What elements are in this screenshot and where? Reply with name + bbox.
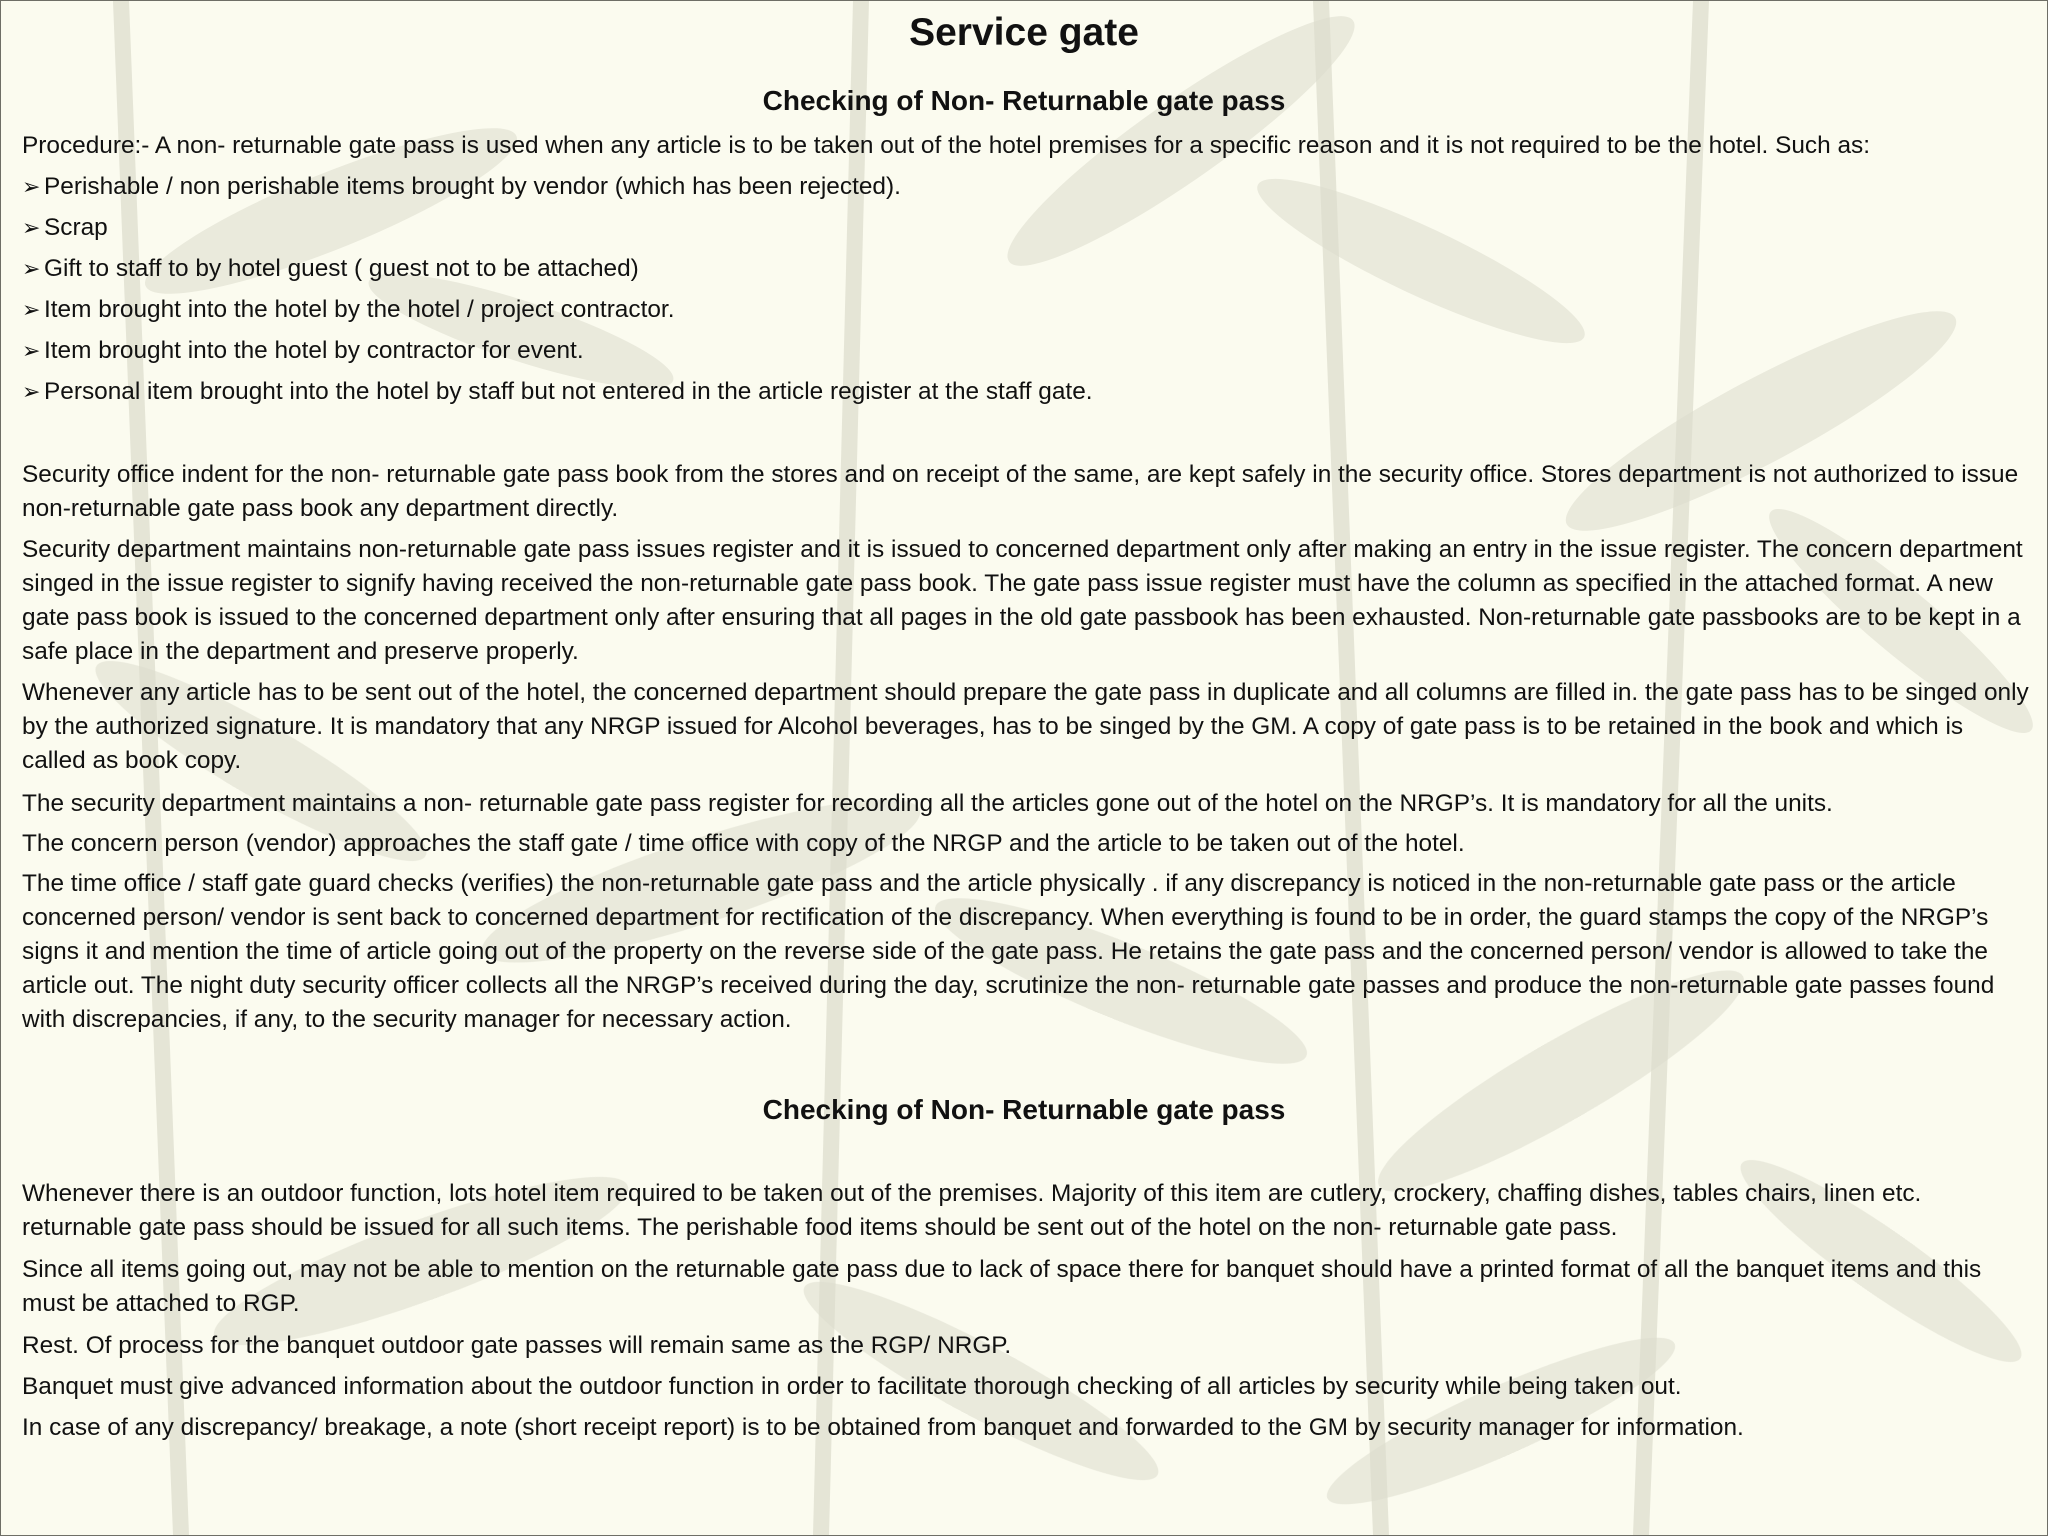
paragraph-discrepancy: In case of any discrepancy/ breakage, a note (short receipt report) is to be obtained from banquet and forwarded to the GM by security manager for information. (22, 1414, 1744, 1441)
paragraph-register: The security department maintains a non- returnable gate pass register for recording all the articles gone out of the hotel on the NRGP’s. It is mandatory for all the units. (22, 790, 1833, 817)
section2-heading: Checking of Non- Returnable gate pass (762, 1094, 1286, 1125)
list-item: ➢ Item brought into the hotel by contractor for event. (22, 334, 2022, 368)
paragraph-printed-format: Since all items going out, may not be able to mention on the returnable gate pass due to lack of space there for banquet should have a printed format of all the banquet items and this must be attached to RGP. (22, 1256, 1982, 1317)
document-content (1, 1, 2047, 1535)
paragraph-vendor: The concern person (vendor) approaches the staff gate / time office with copy of the NRGP and the article to be taken out of the hotel. (22, 830, 1465, 857)
paragraph-issue-register: Security department maintains non-returnable gate pass issues register and it is issued to concerned department only after making an entry in the issue register. The concern department singed in the issue register to signify having received the non-returnable gate pass book. The gate pass issue register must have the column as specified in the attached format. A new gate pass book is issued to the concerned department only after ensuring that all pages in the old gate passbook has been exhausted. Non-returnable gate passbooks are to be kept in a safe place in the department and preserve properly. (22, 536, 2023, 665)
list-item: ➢ Gift to staff to by hotel guest ( guest not to be attached) (22, 252, 2022, 286)
procedure-intro: Procedure:- A non- returnable gate pass is used when any article is to be taken out of the hotel premises for a specific reason and it is not required to be the hotel. Such as: (22, 132, 1870, 159)
arrow-bullet-icon: ➢ (22, 174, 41, 199)
list-item: ➢ Scrap (22, 211, 2022, 245)
list-item: ➢ Personal item brought into the hotel by staff but not entered in the article register at the staff gate. (22, 375, 2022, 409)
arrow-bullet-icon: ➢ (22, 379, 41, 404)
list-item: ➢ Perishable / non perishable items brought by vendor (which has been rejected). (22, 170, 2022, 204)
arrow-bullet-icon: ➢ (22, 338, 41, 363)
paragraph-advanced-info: Banquet must give advanced information about the outdoor function in order to facilitate thorough checking of all articles by security while being taken out. (22, 1373, 1682, 1400)
paragraph-guard-checks: The time office / staff gate guard checks (verifies) the non-returnable gate pass and the article physically . if any discrepancy is noticed in the non-returnable gate pass or the article concerned person/ vendor is sent back to concerned department for rectification of the discrepancy. When everything is found to be in order, the guard stamps the copy of the NRGP’s signs it and mention the time of article going out of the property on the reverse side of the gate pass. He retains the gate pass and the concerned person/ vendor is allowed to take the article out. The night duty security officer collects all the NRGP’s received during the day, scrutinize the non- returnable gate passes and produce the non-returnable gate passes found with discrepancies, if any, to the security manager for necessary action. (22, 870, 1995, 1033)
paragraph-outdoor-function: Whenever there is an outdoor function, lots hotel item required to be taken out of the premises. Majority of this item are cutlery, crockery, chaffing dishes, tables chairs, linen etc. returnable gate pass should be issued for all such items. The perishable food items should be sent out of the hotel on the non- returnable gate pass. (22, 1180, 1922, 1241)
arrow-bullet-icon: ➢ (22, 297, 41, 322)
paragraph-indent: Security office indent for the non- returnable gate pass book from the stores and on receipt of the same, are kept safely in the security office. Stores department is not authorized to issue non-returnable gate pass book any department directly. (22, 461, 2019, 522)
paragraph-rest-process: Rest. Of process for the banquet outdoor gate passes will remain same as the RGP/ NRGP. (22, 1332, 1012, 1359)
page-title: Service gate (909, 11, 1139, 54)
paragraph-article-sent-out: Whenever any article has to be sent out of the hotel, the concerned department should prepare the gate pass in duplicate and all columns are filled in. the gate pass has to be singed only by the authorized signature. It is mandatory that any NRGP issued for Alcohol beverages, has to be singed by the GM. A copy of gate pass is to be retained in the book and which is called as book copy. (22, 679, 2029, 774)
section1-heading: Checking of Non- Returnable gate pass (762, 85, 1286, 116)
arrow-bullet-icon: ➢ (22, 256, 41, 281)
list-item: ➢ Item brought into the hotel by the hotel / project contractor. (22, 293, 2022, 327)
arrow-bullet-icon: ➢ (22, 215, 41, 240)
